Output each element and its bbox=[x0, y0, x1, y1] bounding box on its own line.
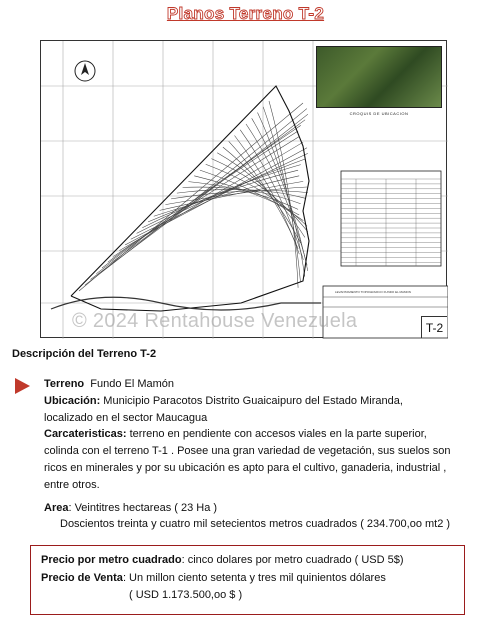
sale-price-label: Precio de Venta bbox=[41, 571, 123, 584]
red-triangle-bullet-icon bbox=[15, 378, 30, 394]
caracteristicas-line1: terreno en pendiente con accesos viales en la parte superior, bbox=[129, 428, 427, 441]
north-arrow-icon bbox=[75, 61, 95, 81]
area-row bbox=[44, 500, 474, 517]
coordinates-table bbox=[341, 171, 441, 266]
price-box bbox=[30, 545, 465, 615]
area-line2: Doscientos treinta y cuatro mil setecientos metros cuadrados ( 234.700,oo mt2 ) bbox=[60, 518, 451, 531]
parcel-boundary bbox=[71, 86, 309, 311]
price-per-m2-row bbox=[41, 552, 454, 570]
sale-price-amount: ( USD 1.173.500,oo $ ) bbox=[129, 589, 243, 601]
topographic-plan bbox=[40, 40, 447, 338]
caracteristicas-row bbox=[44, 426, 474, 443]
caracteristicas-line4: entre otros. bbox=[44, 478, 100, 491]
contour-line bbox=[79, 103, 303, 291]
terreno-label: Terreno bbox=[44, 378, 85, 390]
aerial-caption: CROQUIS DE UBICACION bbox=[349, 111, 409, 116]
watermark: © 2024 Rentahouse Venezuela bbox=[72, 310, 358, 332]
sale-price-value: : Un millon ciento setenta y tres mil quinientos dólares bbox=[122, 571, 386, 584]
sheet-label: T-2 bbox=[421, 316, 447, 338]
ubicacion-line2: localizado en el sector Maucagua bbox=[44, 411, 208, 424]
contour-line bbox=[194, 176, 299, 215]
terreno-value: Fundo El Mamón bbox=[90, 378, 175, 390]
terreno-row bbox=[44, 376, 474, 393]
caracteristicas-label: Carcateristicas: bbox=[44, 428, 127, 441]
ubicacion-label: Ubicación: bbox=[44, 394, 101, 407]
road-line bbox=[51, 297, 321, 310]
title-block-text: LEVANTAMIENTO TOPOGRAFICO FUNDO EL MAMON bbox=[335, 290, 411, 294]
aerial-photo bbox=[316, 46, 442, 108]
price-per-m2-value: : cinco dolares por metro cuadrado ( USD 5$) bbox=[181, 554, 404, 566]
area-label: Area bbox=[44, 501, 69, 514]
description-heading: Descripción del Terreno T-2 bbox=[12, 348, 157, 360]
description-body bbox=[44, 376, 474, 533]
caracteristicas-line3: ricos en minerales y por su ubicación es apto para el cultivo, ganaderia, industrial , bbox=[44, 461, 447, 474]
price-per-m2-label: Precio por metro cuadrado bbox=[41, 554, 182, 566]
caracteristicas-line2: colinda con el terreno T-1 . Posee una gran variedad de vegetación, sus suelos son bbox=[44, 445, 451, 458]
ubicacion-row bbox=[44, 393, 474, 410]
area-line1: : Veintitres hectareas ( 23 Ha ) bbox=[68, 501, 218, 514]
sale-price-row bbox=[41, 570, 454, 588]
ubicacion-line1: Municipio Paracotos Distrito Guaicaipuro del Estado Miranda, bbox=[103, 394, 403, 407]
page-title: Planos Terreno T-2 bbox=[166, 4, 325, 23]
